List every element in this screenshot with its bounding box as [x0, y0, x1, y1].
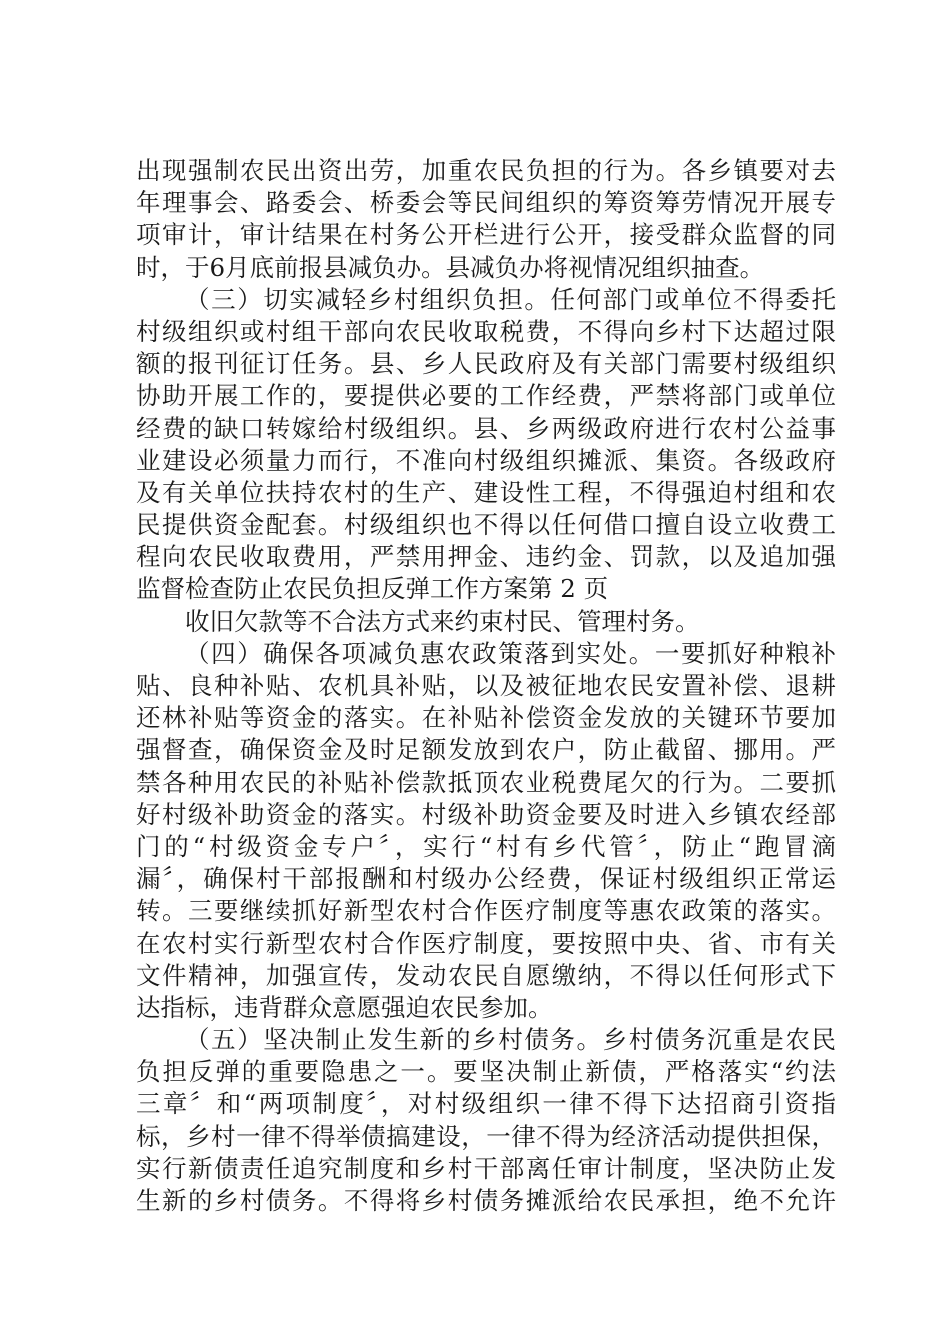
text-line: 生新的乡村债务。不得将乡村债务摊派给农民承担，绝不允许 — [136, 1186, 836, 1215]
text-line: 协助开展工作的，要提供必要的工作经费，严禁将部门或单位 — [136, 381, 836, 411]
text-line: 出现强制农民出资出劳，加重农民负担的行为。各乡镇要对去 — [136, 156, 836, 185]
text-line: （五）坚决制止发生新的乡村债务。乡村债务沉重是农民 — [185, 1025, 836, 1055]
text-line: 程向农民收取费用，严禁用押金、违约金、罚款，以及追加强 — [136, 542, 836, 572]
text-line: 业建设必须量力而行，不准向村级组织摊派、集资。各级政府 — [136, 445, 836, 475]
text-line: 实行新债责任追究制度和乡村干部离任审计制度，坚决防止发 — [136, 1153, 836, 1183]
text-line: 文件精神，加强宣传，发动农民自愿缴纳，不得以任何形式下 — [136, 960, 836, 990]
text-line: 时，于6月底前报县减负办。县减负办将视情况组织抽查。 — [136, 252, 765, 282]
text-line: 达指标，违背群众意愿强迫农民参加。 — [136, 992, 553, 1022]
text-line: 经费的缺口转嫁给村级组织。县、乡两级政府进行农村公益事 — [136, 413, 836, 443]
text-line: 民提供资金配套。村级组织也不得以任何借口擅自设立收费工 — [136, 510, 836, 540]
text-line: 三章〞和“两项制度〞，对村级组织一律不得下达招商引资指 — [136, 1089, 836, 1119]
text-line: 门的“村级资金专户〞，实行“村有乡代管〞，防止“跑冒滴 — [136, 831, 836, 861]
text-line: 标，乡村一律不得举债搞建设，一律不得为经济活动提供担保， — [136, 1121, 836, 1151]
text-line: 项审计，审计结果在村务公开栏进行公开，接受群众监督的同 — [136, 220, 836, 250]
text-line: 村级组织或村组干部向农民收取税费，不得向乡村下达超过限 — [136, 316, 836, 346]
text-line: 收旧欠款等不合法方式来约束村民、管理村务。 — [185, 606, 700, 636]
text-line: 负担反弹的重要隐患之一。要坚决制止新债，严格落实“约法 — [136, 1057, 836, 1087]
text-line: 强督查，确保资金及时足额发放到农户，防止截留、挪用。严 — [136, 735, 836, 765]
text-line: 年理事会、路委会、桥委会等民间组织的筹资筹劳情况开展专 — [136, 188, 836, 218]
text-line: 漏〞，确保村干部报酬和村级办公经费，保证村级组织正常运 — [136, 864, 836, 894]
text-line: （四）确保各项减负惠农政策落到实处。一要抓好种粮补 — [185, 638, 836, 668]
text-line: 贴、良种补贴、农机具补贴，以及被征地农民安置补偿、退耕 — [136, 671, 836, 700]
text-line: 及有关单位扶持农村的生产、建设性工程，不得强迫村组和农 — [136, 477, 836, 507]
text-line: 转。三要继续抓好新型农村合作医疗制度等惠农政策的落实。 — [136, 896, 836, 926]
text-line: （三）切实减轻乡村组织负担。任何部门或单位不得委托 — [185, 284, 836, 314]
text-line: 还林补贴等资金的落实。在补贴补偿资金发放的关键环节要加 — [136, 703, 836, 733]
text-line: 好村级补助资金的落实。村级补助资金要及时进入乡镇农经部 — [136, 799, 836, 829]
text-line: 在农村实行新型农村合作医疗制度，要按照中央、省、市有关 — [136, 928, 836, 958]
text-line: 禁各种用农民的补贴补偿款抵顶农业税费尾欠的行为。二要抓 — [136, 767, 836, 797]
text-line: 额的报刊征订任务。县、乡人民政府及有关部门需要村级组织 — [136, 349, 836, 379]
text-line: 监督检查防止农民负担反弹工作方案第 2 页 — [136, 574, 609, 604]
document-body — [136, 155, 836, 1217]
